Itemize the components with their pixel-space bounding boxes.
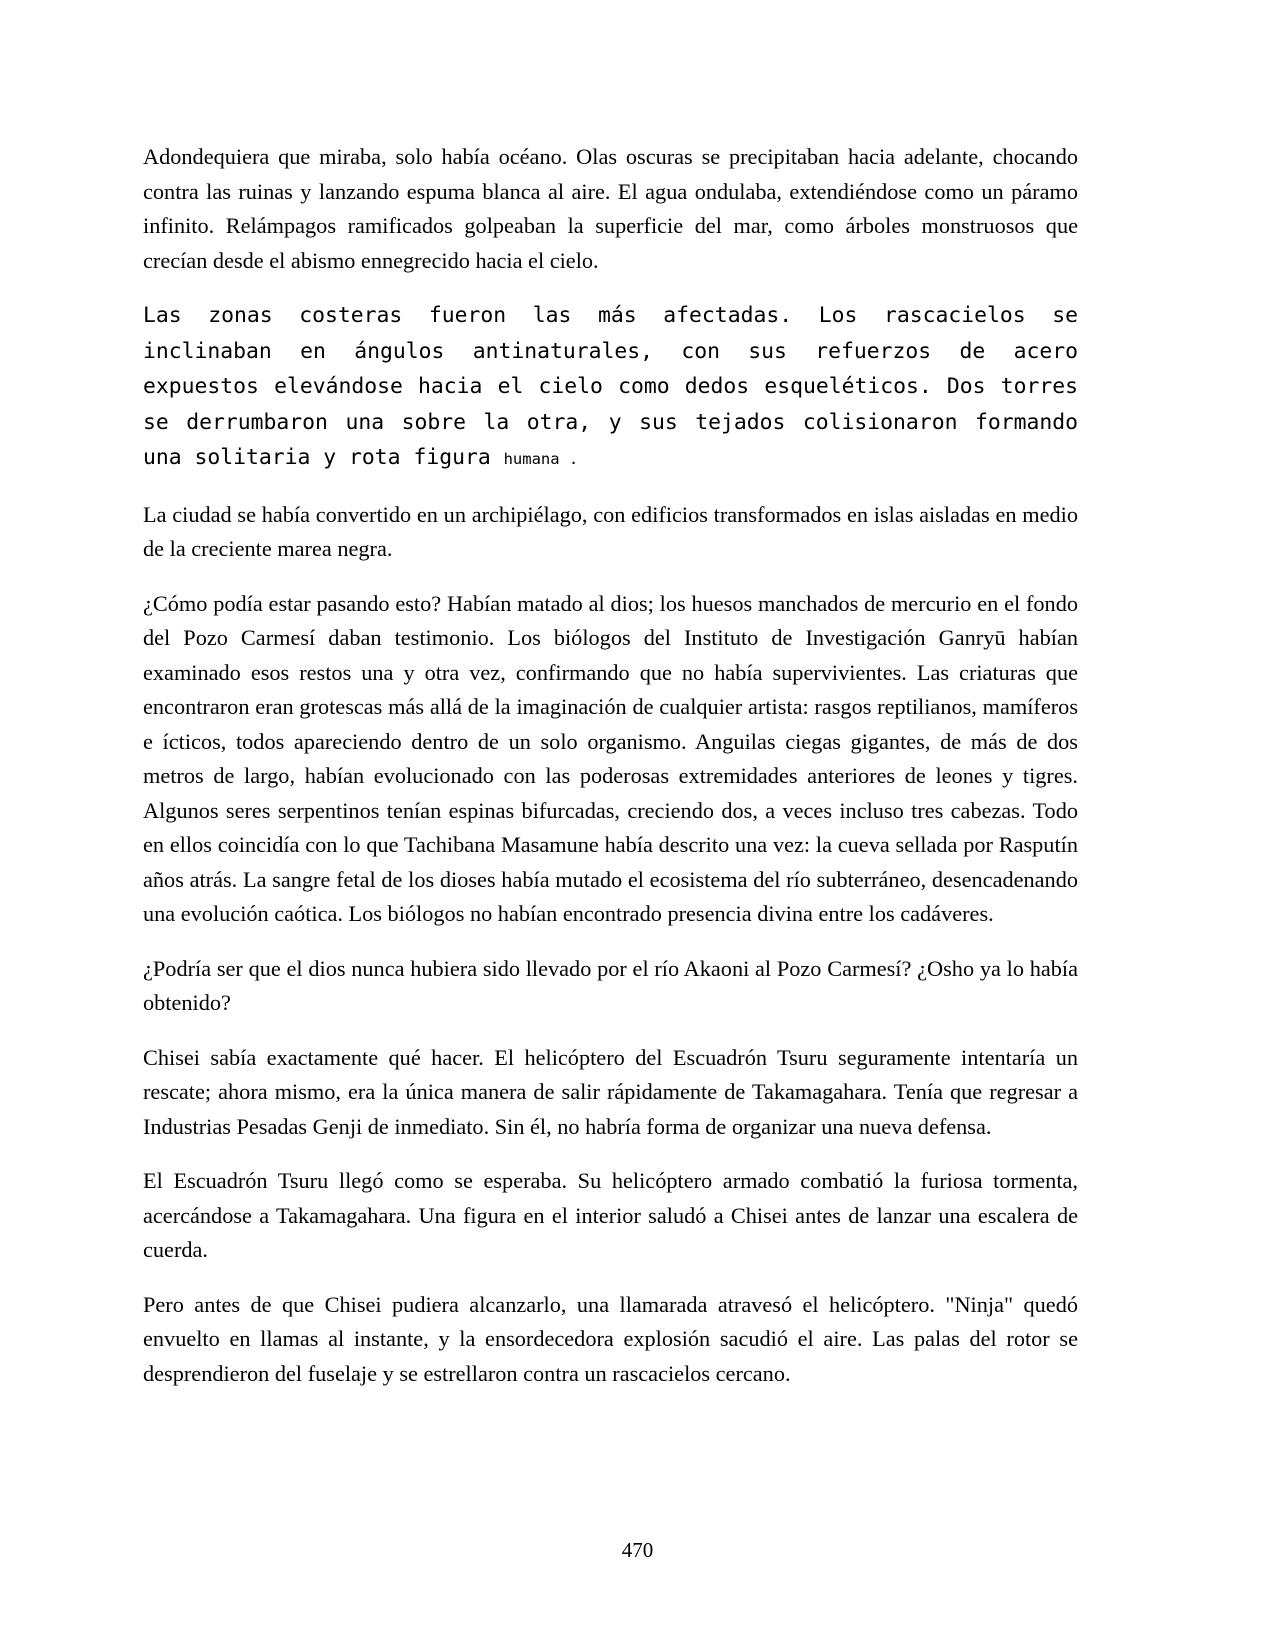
paragraph-2-monospace xyxy=(143,298,1078,478)
paragraph-3: La ciudad se había convertido en un archipiélago, con edificios transformados en islas aisladas en medio de la creciente marea negra. xyxy=(143,501,1078,561)
paragraph-6: Chisei sabía exactamente qué hacer. El helicóptero del Escuadrón Tsuru seguramente intentaría un rescate; ahora mismo, era la única manera de salir rápidamente de Takamagahara. Tenía que regresar a Industrias Pesadas Genji de inmediato. Sin él, no habría forma de organizar una nueva defensa. xyxy=(143,1044,1078,1139)
paragraph-8: Pero antes de que Chisei pudiera alcanzarlo, una llamarada atravesó el helicóptero. "Ninja" quedó envuelto en llamas al instante, y la ensordecedora explosión sacudió el aire. Las palas del rotor se desprendieron del fuselaje y se estrellaron contra un rascacielos cercano. xyxy=(143,1291,1078,1386)
paragraph-1: Adondequiera que miraba, solo había océano. Olas oscuras se precipitaban hacia adelante, chocando contra las ruinas y lanzando espuma blanca al aire. El agua ondulaba, extendiéndose como un páramo infinito. Relámpagos ramificados golpeaban la superficie del mar, como árboles monstruosos que crecían desde el abismo ennegrecido hacia el cielo. xyxy=(143,144,1078,273)
page-number: 470 xyxy=(621,1538,654,1562)
paragraph-4: ¿Cómo podía estar pasando esto? Habían matado al dios; los huesos manchados de mercurio en el fondo del Pozo Carmesí daban testimonio. Los biólogos del Instituto de Investigación Ganryū habían examinado esos restos una y otra vez, confirmando que no había supervivientes. Las criaturas que encontraron eran grotescas más allá de la imaginación de cualquier artista: rasgos reptilianos, mamíferos e ícticos, todos apareciendo dentro de un solo organismo. Anguilas ciegas gigantes, de más de dos metros de largo, habían evolucionado con las poderosas extremidades anteriores de leones y tigres. Algunos seres serpentinos tenían espinas bifurcadas, creciendo dos, a veces incluso tres cabezas. Todo en ellos coincidía con lo que Tachibana Masamune había descrito una vez: la cueva sellada por Rasputín años atrás. La sangre fetal de los dioses había mutado el ecosistema del río subterráneo, desencadenando una evolución caótica. Los biólogos no habían encontrado presencia divina entre los cadáveres. xyxy=(143,590,1078,926)
paragraph-2-trailing-small-text: humana . xyxy=(503,450,579,468)
page-body-text xyxy=(143,140,1078,1391)
paragraph-2-main-text: Las zonas costeras fueron las más afectadas. Los rascacielos se inclinaban en ángulos antinaturales, con sus refuerzos de acero expuestos elevándose hacia el cielo como dedos esqueléticos. Dos torres se derrumbaron una sobre la otra, y sus tejados colisionaron formando una solitaria y rota figura xyxy=(143,303,1078,470)
paragraph-5: ¿Podría ser que el dios nunca hubiera sido llevado por el río Akaoni al Pozo Carmesí? ¿Osho ya lo había obtenido? xyxy=(143,955,1078,1015)
paragraph-7: El Escuadrón Tsuru llegó como se esperaba. Su helicóptero armado combatió la furiosa tormenta, acercándose a Takamagahara. Una figura en el interior saludó a Chisei antes de lanzar una escalera de cuerda. xyxy=(143,1168,1078,1262)
